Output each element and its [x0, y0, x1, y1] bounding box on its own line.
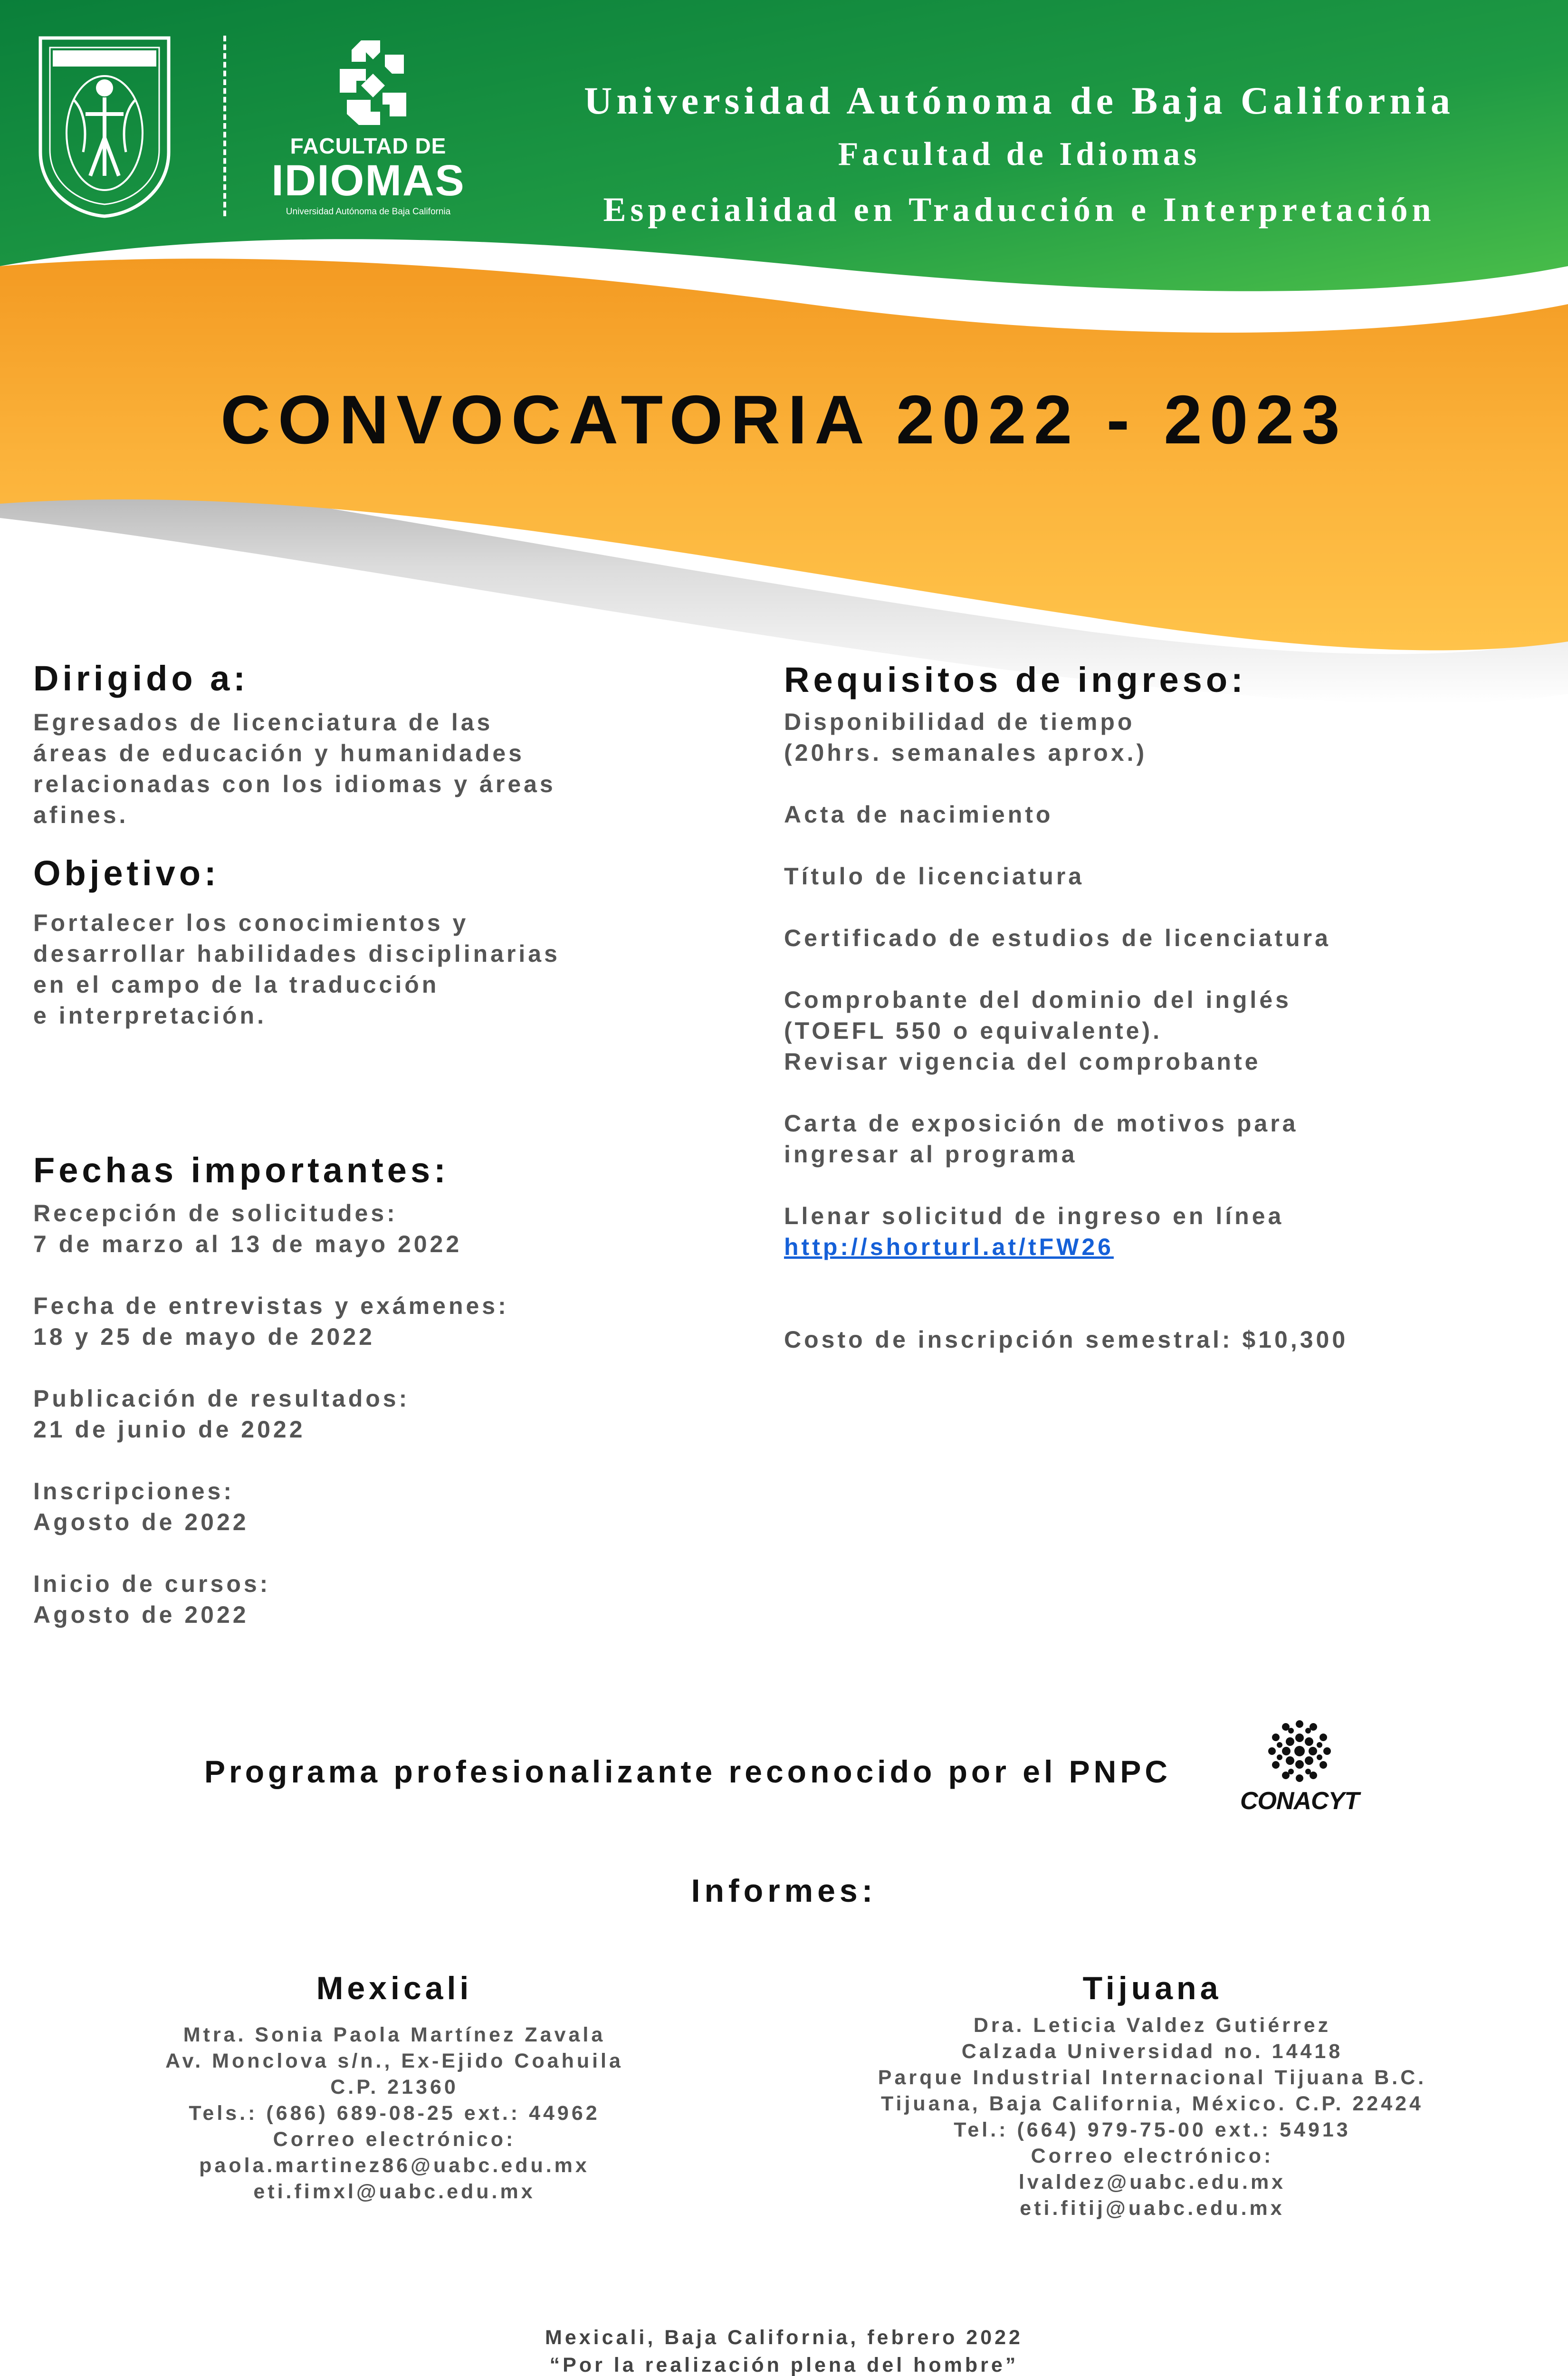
- requisitos-heading: Requisitos de ingreso:: [784, 660, 1247, 699]
- facultad-logo-line1: FACULTAD DE: [290, 134, 447, 158]
- contact-line: Av. Monclova s/n., Ex-Ejido Coahuila: [165, 2050, 623, 2072]
- uabc-seal-icon: [36, 33, 173, 219]
- contact-email[interactable]: eti.fimxl@uabc.edu.mx: [253, 2180, 535, 2203]
- header-divider: [223, 36, 226, 216]
- conacyt-label: CONACYT: [1240, 1787, 1359, 1815]
- requisito-item: Comprobante del dominio del inglés (TOEFL 550 o equivalente). Revisar vigencia del comprobante: [784, 987, 1291, 1075]
- fecha-item: Publicación de resultados: 21 de junio de 2022: [33, 1385, 410, 1443]
- footer: [0, 2324, 1568, 2376]
- requisito-item: Acta de nacimiento: [784, 801, 1053, 828]
- contact-line: C.P. 21360: [330, 2076, 459, 2098]
- solicitud-label: Llenar solicitud de ingreso en línea: [784, 1203, 1284, 1229]
- footer-place-date: Mexicali, Baja California, febrero 2022: [545, 2326, 1023, 2349]
- faculty-title: Facultad de Idiomas: [838, 136, 1201, 172]
- fecha-item: Inscripciones: Agosto de 2022: [33, 1478, 249, 1535]
- city-mexicali: Mexicali: [316, 1970, 473, 2006]
- requisito-item: Disponibilidad de tiempo (20hrs. semanales aprox.): [784, 709, 1147, 766]
- contact-line: Tels.: (686) 689-08-25 ext.: 44962: [189, 2102, 600, 2125]
- facultad-logo-line3: Universidad Autónoma de Baja California: [286, 207, 451, 217]
- fechas-section: [33, 1150, 698, 1661]
- contact-email[interactable]: paola.martinez86@uabc.edu.mx: [199, 2154, 590, 2177]
- contact-line: Correo electrónico:: [1031, 2145, 1274, 2167]
- dirigido-section: [33, 658, 698, 831]
- contact-line: Parque Industrial Internacional Tijuana B.C.: [878, 2066, 1427, 2089]
- contact-line: Calzada Universidad no. 14418: [961, 2040, 1343, 2063]
- conacyt-dots-icon: [1262, 1715, 1338, 1787]
- fecha-item: Recepción de solicitudes: 7 de marzo al 13 de mayo 2022: [33, 1200, 462, 1257]
- facultad-logo-line2: IDIOMAS: [271, 156, 465, 205]
- conacyt-logo: [1235, 1715, 1364, 1820]
- convocatoria-title: CONVOCATORIA 2022 - 2023: [220, 381, 1348, 458]
- fecha-item: Fecha de entrevistas y exámenes: 18 y 25 de mayo de 2022: [33, 1293, 509, 1350]
- program-title: Especialidad en Traducción e Interpretación: [603, 191, 1435, 229]
- dirigido-heading: Dirigido a:: [33, 659, 249, 698]
- fecha-item: Inicio de cursos: Agosto de 2022: [33, 1571, 271, 1628]
- contact-line: Tijuana, Baja California, México. C.P. 22424: [881, 2092, 1424, 2115]
- requisito-item: Carta de exposición de motivos para ingresar al programa: [784, 1110, 1299, 1168]
- contact-line: Tel.: (664) 979-75-00 ext.: 54913: [954, 2118, 1351, 2141]
- requisito-item: Certificado de estudios de licenciatura: [784, 925, 1331, 951]
- contact-email[interactable]: eti.fitij@uabc.edu.mx: [1020, 2197, 1285, 2220]
- objetivo-text: Fortalecer los conocimientos y desarrollar habilidades disciplinarias en el campo de la traducción e interpretación.: [33, 910, 560, 1029]
- informes-heading: Informes:: [691, 1873, 877, 1909]
- requisitos-section: [784, 660, 1544, 1355]
- contact-tijuana: [846, 1970, 1459, 2222]
- idiomas-symbol-icon: [337, 40, 409, 126]
- fechas-heading: Fechas importantes:: [33, 1150, 449, 1190]
- facultad-idiomas-logo: [266, 40, 470, 221]
- requisito-item: Título de licenciatura: [784, 863, 1085, 890]
- footer-motto: “Por la realización plena del hombre”: [549, 2354, 1019, 2376]
- objetivo-heading: Objetivo:: [33, 853, 220, 893]
- contact-mexicali: [95, 1970, 694, 2205]
- contact-line: Correo electrónico:: [273, 2128, 516, 2151]
- pnpc-text: Programa profesionalizante reconocido por el PNPC: [204, 1754, 1172, 1789]
- contact-email[interactable]: lvaldez@uabc.edu.mx: [1018, 2171, 1286, 2194]
- contact-line: Dra. Leticia Valdez Gutiérrez: [973, 2014, 1331, 2037]
- costo-inscripcion: Costo de inscripción semestral: $10,300: [784, 1326, 1348, 1353]
- objetivo-section: [33, 853, 698, 1031]
- dirigido-text: Egresados de licenciatura de las áreas de educación y humanidades relacionadas con los idiomas y áreas afines.: [33, 709, 556, 828]
- solicitud-link[interactable]: http://shorturl.at/tFW26: [784, 1234, 1114, 1260]
- city-tijuana: Tijuana: [1082, 1970, 1222, 2006]
- university-title: Universidad Autónoma de Baja California: [584, 79, 1454, 122]
- contact-line: Mtra. Sonia Paola Martínez Zavala: [183, 2023, 606, 2046]
